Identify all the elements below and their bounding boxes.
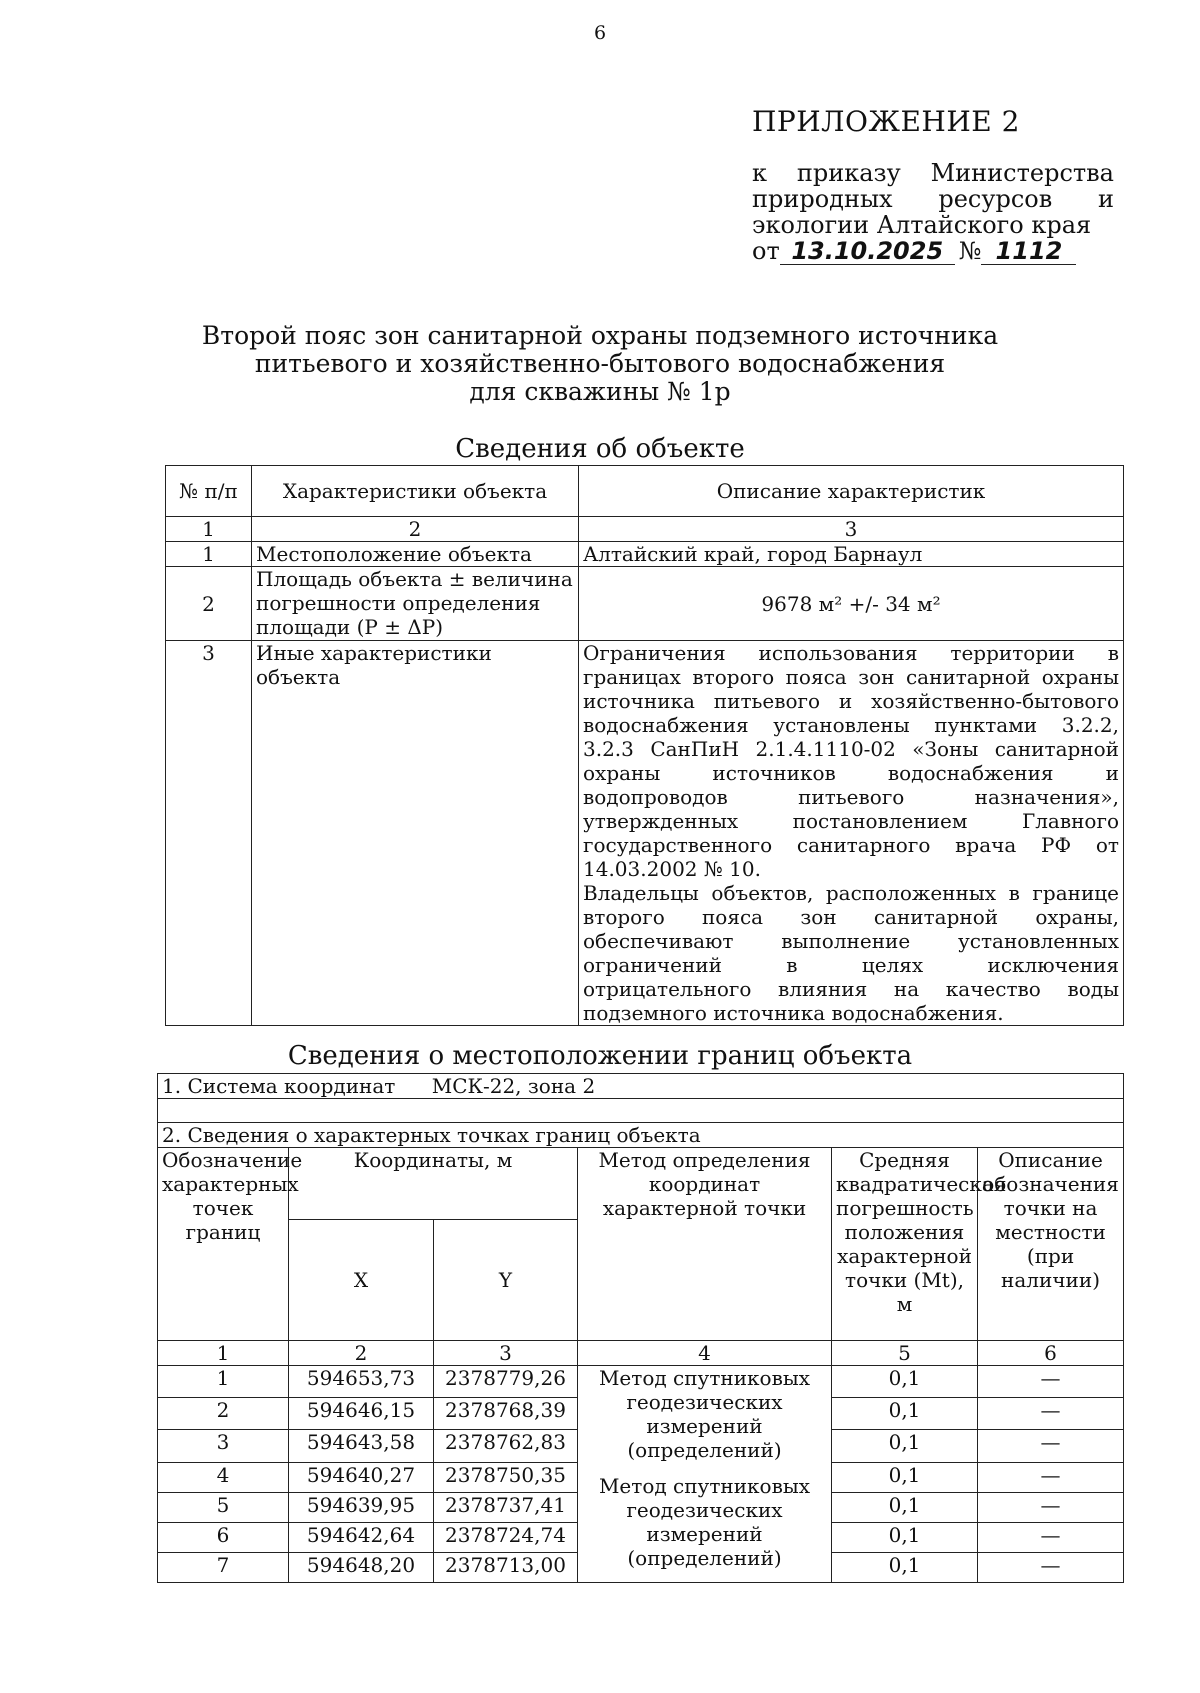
empty-cell (158, 1099, 1124, 1123)
table-row (158, 1462, 1124, 1492)
coord-system-value: МСК-22, зона 2 (431, 1074, 596, 1098)
title-line: Второй пояс зон санитарной охраны подземного источника (201, 321, 999, 350)
order-line-1 (752, 160, 1114, 186)
point-number: 5 (158, 1492, 289, 1522)
points-label-cell: 2. Сведения о характерных точках границ объекта (158, 1123, 1124, 1148)
table-row (166, 567, 1124, 641)
row-number: 3 (166, 641, 252, 1026)
spacer-row (158, 1099, 1124, 1123)
point-number: 4 (158, 1462, 289, 1492)
index-cell: 2 (289, 1341, 434, 1366)
from-label: от (752, 237, 780, 265)
header-description: Описание характеристик (579, 466, 1124, 517)
point-number: 3 (158, 1430, 289, 1462)
index-cell: 3 (434, 1341, 578, 1366)
point-y: 2378750,35 (434, 1462, 578, 1492)
header-point: Обозначение характерных точек границ (158, 1148, 289, 1341)
points-header-row (158, 1148, 1124, 1220)
table-index-row (166, 517, 1124, 542)
point-number: 2 (158, 1398, 289, 1430)
row-description: Алтайский край, город Барнаул (579, 542, 1124, 567)
header-point-description: Описание обозначения точки на местности (при наличии) (978, 1148, 1124, 1341)
point-description: — (978, 1398, 1124, 1430)
table-row (158, 1366, 1124, 1398)
index-cell: 4 (578, 1341, 832, 1366)
point-y: 2378779,26 (434, 1366, 578, 1398)
order-line-2 (752, 186, 1114, 212)
header-coords: Координаты, м (289, 1148, 578, 1220)
table-row (166, 542, 1124, 567)
header-method: Метод определения координат характерной точки (578, 1148, 832, 1341)
header-number: № п/п (166, 466, 252, 517)
coord-system-cell (158, 1074, 1124, 1099)
point-error: 0,1 (832, 1462, 978, 1492)
index-cell: 1 (166, 517, 252, 542)
point-x: 594640,27 (289, 1462, 434, 1492)
row-name: Площадь объекта ± величина погрешности определения площади (P ± ΔP) (252, 567, 579, 641)
header-x: X (289, 1220, 434, 1341)
point-description: — (978, 1552, 1124, 1582)
location-info-title: Сведения о местоположении границ объекта (287, 1041, 913, 1071)
point-error: 0,1 (832, 1492, 978, 1522)
point-description: — (978, 1430, 1124, 1462)
header-characteristic: Характеристики объекта (252, 466, 579, 517)
point-description: — (978, 1522, 1124, 1552)
point-description: — (978, 1462, 1124, 1492)
row-name: Иные характеристики объекта (252, 641, 579, 1026)
handwritten-date: 13.10.2025 (780, 238, 955, 265)
index-cell: 5 (832, 1341, 978, 1366)
point-description: — (978, 1366, 1124, 1398)
word: Министерства (930, 159, 1114, 187)
index-cell: 1 (158, 1341, 289, 1366)
order-date-line (752, 238, 1114, 265)
point-number: 7 (158, 1552, 289, 1582)
word: к (752, 159, 767, 187)
point-error: 0,1 (832, 1398, 978, 1430)
point-x: 594646,15 (289, 1398, 434, 1430)
header-error: Средняя квадратическая погрешность положения характерной точки (Mt), м (832, 1148, 978, 1341)
word: приказу (796, 159, 901, 187)
page-number: 6 (593, 22, 607, 44)
point-x: 594639,95 (289, 1492, 434, 1522)
word: природных (752, 185, 893, 213)
appendix-title: ПРИЛОЖЕНИЕ 2 (752, 105, 1020, 138)
description-paragraph: Владельцы объектов, расположенных в границе второго пояса зон санитарной охраны, обеспечивают выполнение установленных ограничений в целях исключения отрицательного влияния на качество воды подземного источника водоснабжения. (583, 881, 1119, 1025)
point-x: 594648,20 (289, 1552, 434, 1582)
handwritten-number: 1112 (981, 238, 1076, 265)
point-y: 2378713,00 (434, 1552, 578, 1582)
row-description (579, 641, 1124, 1026)
point-description: — (978, 1492, 1124, 1522)
index-cell: 3 (579, 517, 1124, 542)
word: ресурсов (938, 185, 1053, 213)
header-y: Y (434, 1220, 578, 1341)
point-y: 2378768,39 (434, 1398, 578, 1430)
row-name: Местоположение объекта (252, 542, 579, 567)
point-error: 0,1 (832, 1366, 978, 1398)
point-x: 594643,58 (289, 1430, 434, 1462)
index-cell: 2 (252, 517, 579, 542)
order-line-3: экологии Алтайского края (752, 211, 1092, 239)
coord-system-row (158, 1074, 1124, 1099)
object-info-title: Сведения об объекте (455, 434, 745, 464)
title-line: для скважины № 1р (469, 377, 731, 406)
number-label: № (958, 237, 982, 265)
object-info-table (165, 465, 1124, 1026)
location-info-table (157, 1073, 1124, 1583)
point-error: 0,1 (832, 1430, 978, 1462)
description-paragraph: Ограничения использования территории в границах второго пояса зон санитарной охраны источника питьевого и хозяйственно-бытового водоснабжения установлены пунктами 3.2.2, 3.2.3 СанПиН 2.1.4.1110-02 «Зоны санитарной охраны источников водоснабжения и водопроводов питьевого назначения», утвержденных постановлением Главного государственного санитарного врача РФ от 14.03.2002 № 10. (583, 641, 1119, 881)
point-x: 594653,73 (289, 1366, 434, 1398)
point-y: 2378762,83 (434, 1430, 578, 1462)
table-header-row (166, 466, 1124, 517)
row-number: 2 (166, 567, 252, 641)
point-number: 6 (158, 1522, 289, 1552)
row-description: 9678 м² +/- 34 м² (579, 567, 1124, 641)
word: и (1097, 185, 1114, 213)
coord-system-label: 1. Система координат (162, 1074, 396, 1098)
point-x: 594642,64 (289, 1522, 434, 1552)
points-label-row (158, 1123, 1124, 1148)
points-index-row (158, 1341, 1124, 1366)
point-number: 1 (158, 1366, 289, 1398)
point-method: Метод спутниковых геодезических измерений (определений) (578, 1462, 832, 1582)
point-y: 2378737,41 (434, 1492, 578, 1522)
point-error: 0,1 (832, 1552, 978, 1582)
document-title (0, 322, 1200, 406)
point-method: Метод спутниковых геодезических измерений (определений) (578, 1366, 832, 1463)
title-line: питьевого и хозяйственно-бытового водоснабжения (254, 349, 946, 378)
index-cell: 6 (978, 1341, 1124, 1366)
order-reference (752, 160, 1114, 265)
table-row (166, 641, 1124, 1026)
point-error: 0,1 (832, 1522, 978, 1552)
point-y: 2378724,74 (434, 1522, 578, 1552)
row-number: 1 (166, 542, 252, 567)
